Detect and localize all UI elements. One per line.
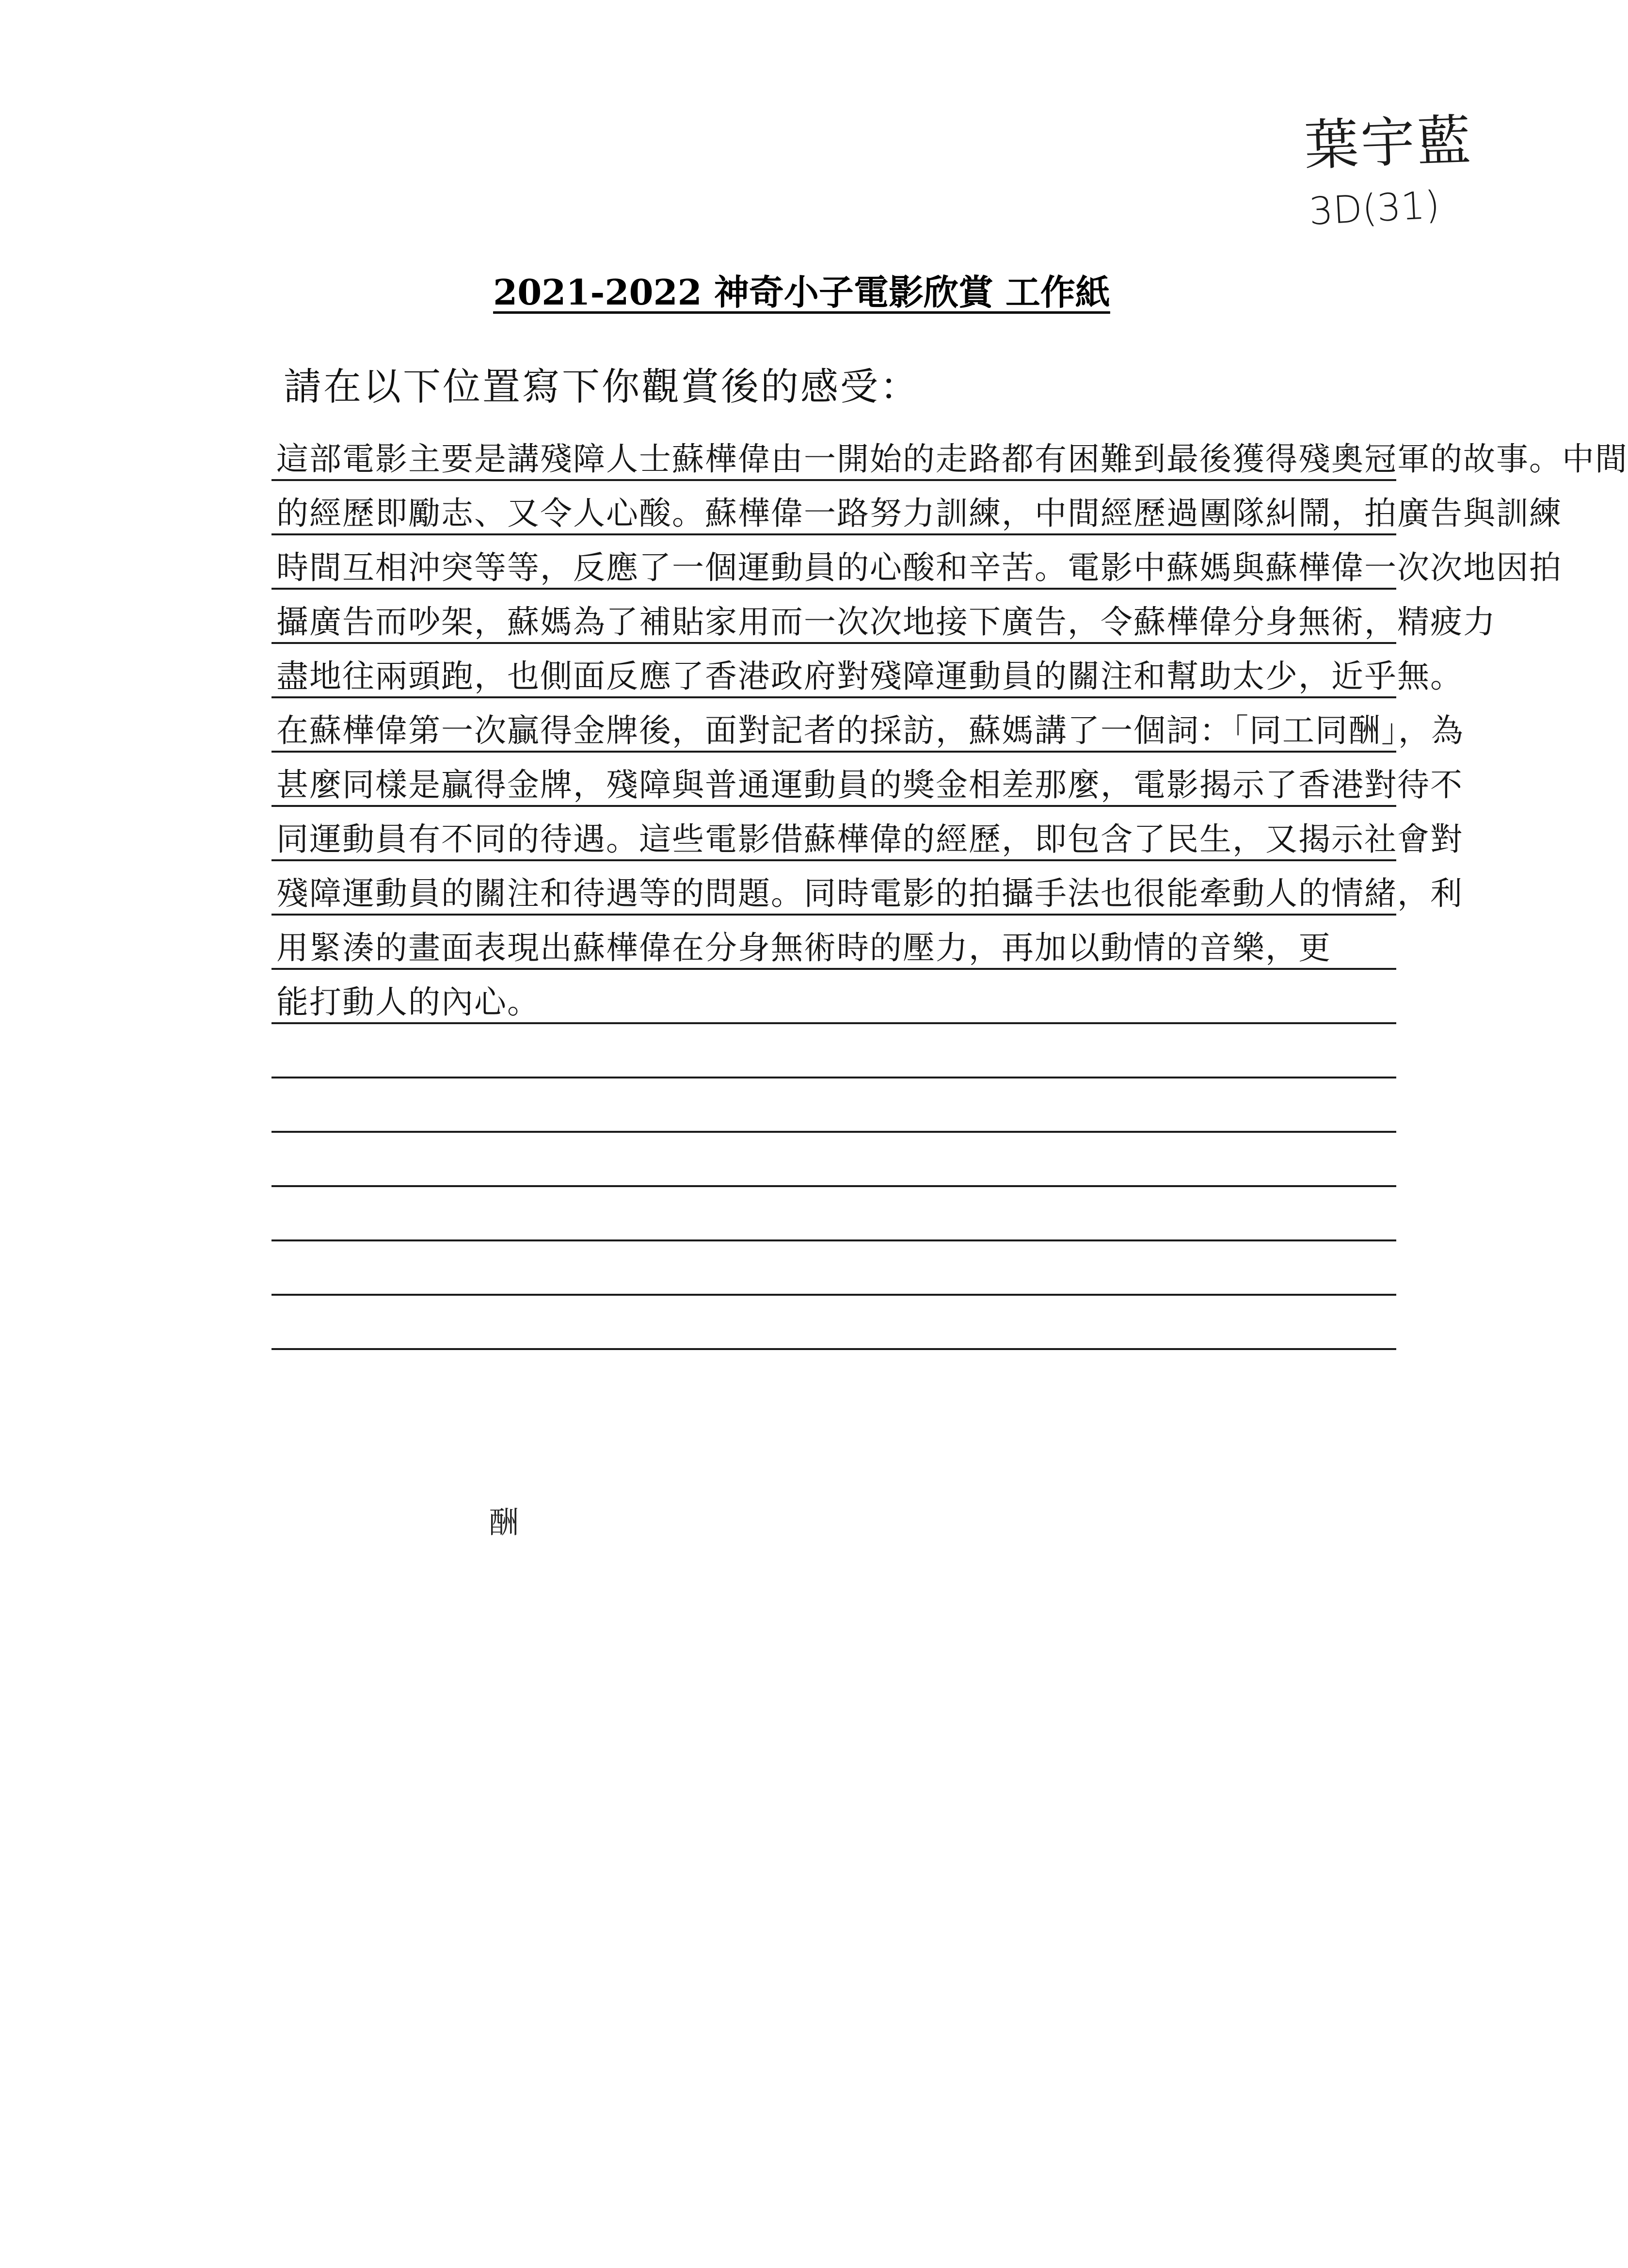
- handwritten-text: 用緊湊的畫面表現出蘇樺偉在分身無術時的壓力，再加以動情的音樂，更: [276, 929, 1331, 966]
- response-line: [271, 1133, 1396, 1187]
- handwritten-text: 能打動人的內心。: [276, 983, 540, 1021]
- response-line: [271, 427, 1628, 481]
- response-line: [271, 861, 1463, 916]
- handwritten-text: 甚麼同樣是贏得金牌，殘障與普通運動員的獎金相差那麼，電影揭示了香港對待不: [276, 766, 1463, 804]
- margin-note: 酬: [489, 1505, 519, 1540]
- response-line: [271, 698, 1464, 753]
- handwritten-text: 殘障運動員的關注和待遇等的問題。同時電影的拍攝手法也很能牽動人的情緒，利: [276, 875, 1463, 912]
- response-lines: [271, 427, 1628, 1350]
- response-line: [271, 1296, 1396, 1350]
- response-line: [271, 481, 1562, 535]
- response-line: [271, 590, 1496, 644]
- response-line: [271, 535, 1562, 590]
- handwritten-text: 同運動員有不同的待遇。這些電影借蘇樺偉的經歷，即包含了民生，又揭示社會對: [276, 820, 1463, 858]
- response-line: [271, 1078, 1396, 1133]
- student-class-number: 3D(31): [1308, 183, 1441, 234]
- handwritten-text: 在蘇樺偉第一次贏得金牌後，面對記者的採訪，蘇媽講了一個詞：「同工同酬」，為: [276, 712, 1464, 749]
- response-line: [271, 644, 1463, 698]
- response-line: [271, 753, 1463, 807]
- worksheet-title-text: 2021-2022 神奇小子電影欣賞 工作紙: [493, 272, 1110, 313]
- handwritten-text: 攝廣告而吵架，蘇媽為了補貼家用而一次次地接下廣告，令蘇樺偉分身無術，精疲力: [276, 603, 1496, 641]
- handwritten-text: 這部電影主要是講殘障人士蘇樺偉由一開始的走路都有困難到最後獲得殘奧冠軍的故事。中間: [276, 440, 1628, 478]
- response-line: [271, 970, 1396, 1024]
- response-line: [271, 1187, 1396, 1241]
- response-line: [271, 1241, 1396, 1296]
- response-line: [271, 807, 1463, 861]
- worksheet-title: [0, 264, 1603, 315]
- student-name: 葉宇藍: [1303, 108, 1474, 178]
- handwritten-text: 盡地往兩頭跑，也側面反應了香港政府對殘障運動員的關注和幫助太少，近乎無。: [276, 658, 1463, 695]
- writing-prompt: 請在以下位置寫下你觀賞後的感受：: [284, 365, 920, 409]
- response-line: [271, 1024, 1396, 1078]
- response-line: [271, 916, 1396, 970]
- handwritten-text: 的經歷即勵志、又令人心酸。蘇樺偉一路努力訓練，中間經歷過團隊糾鬧，拍廣告與訓練: [276, 495, 1562, 532]
- handwritten-text: 時間互相沖突等等，反應了一個運動員的心酸和辛苦。電影中蘇媽與蘇樺偉一次次地因拍: [276, 549, 1562, 586]
